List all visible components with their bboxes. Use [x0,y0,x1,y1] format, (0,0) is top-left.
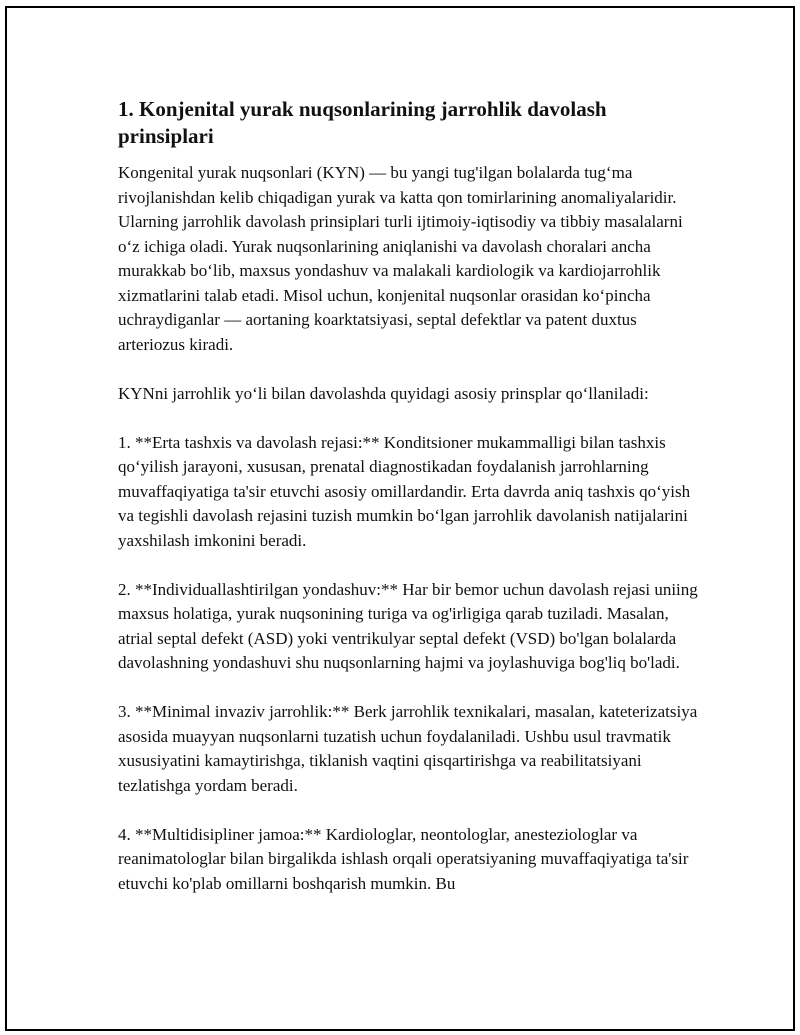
paragraph-individual-approach: 2. **Individuallashtirilgan yondashuv:** Har bir bemor uchun davolash rejasi uniing maxsus holatiga, yurak nuqsonining turiga va og'irligiga qarab tuziladi. Masalan, atrial septal defekt (ASD) yoki ventrikulyar septal defekt (VSD) bo'lgan bolalarda davolashning yondashuvi shu nuqsonlarning hajmi va joylashuviga bog'liq bo'ladi. [118,579,703,672]
document-body [118,96,703,921]
paragraph-minimal-invasive: 3. **Minimal invaziv jarrohlik:** Berk jarrohlik texnikalari, masalan, kateterizatsiya asosida muayyan nuqsonlarni tuzatish uchun foydalaniladi. Ushbu usul travmatik xususiyatini kamaytirishga, tiklanish vaqtini qisqartirishga va reabilitatsiyani tezlatishga yordam beradi. [118,702,702,795]
document-page [5,6,795,1031]
document-title: 1. Konjenital yurak nuqsonlarining jarrohlik davolash prinsiplari [118,97,607,148]
paragraph-multidisciplinary: 4. **Multidisipliner jamoa:** Kardiologlar, neontologlar, anesteziologlar va reanimatologlar bilan birgalikda ishlash orqali operatsiyaning muvaffaqiyatiga ta'sir etuvchi ko'plab omillarni boshqarish mumkin. Bu [118,824,693,893]
paragraph-early-diagnosis: 1. **Erta tashxis va davolash rejasi:** Konditsioner mukammalligi bilan tashxis qo‘yilish jarayoni, xususan, prenatal diagnostikadan foydalanish jarrohlarning muvaffaqiyatiga ta'sir etuvchi asosiy omillardandir. Erta davrda aniq tashxis qo‘yish va tegishli davolash rejasini tuzish mumkin bo‘lgan jarrohlik davolanish natijalarini yaxshilash imkonini beradi. [118,432,695,550]
paragraph-principles-lead: KYNni jarrohlik yo‘li bilan davolashda quyidagi asosiy prinsplar qo‘llaniladi: [118,383,649,403]
paragraph-intro: Kongenital yurak nuqsonlari (KYN) — bu yangi tug'ilgan bolalarda tug‘ma rivojlanishdan kelib chiqadigan yurak va katta qon tomirlarining anomaliyalaridir. Ularning jarrohlik davolash prinsiplari turli ijtimoiy-iqtisodiy va tibbiy masalalarni o‘z ichiga oladi. Yurak nuqsonlarining aniqlanishi va davolash choralari ancha murakkab bo‘lib, maxsus yondashuv va malakali kardiologik va kardiojarrohlik xizmatlarini talab etadi. Misol uchun, konjenital nuqsonlar orasidan ko‘pincha uchraydiganlar — aortaning koarktatsiyasi, septal defektlar va patent duxtus arteriozus kiradi. [118,163,687,354]
